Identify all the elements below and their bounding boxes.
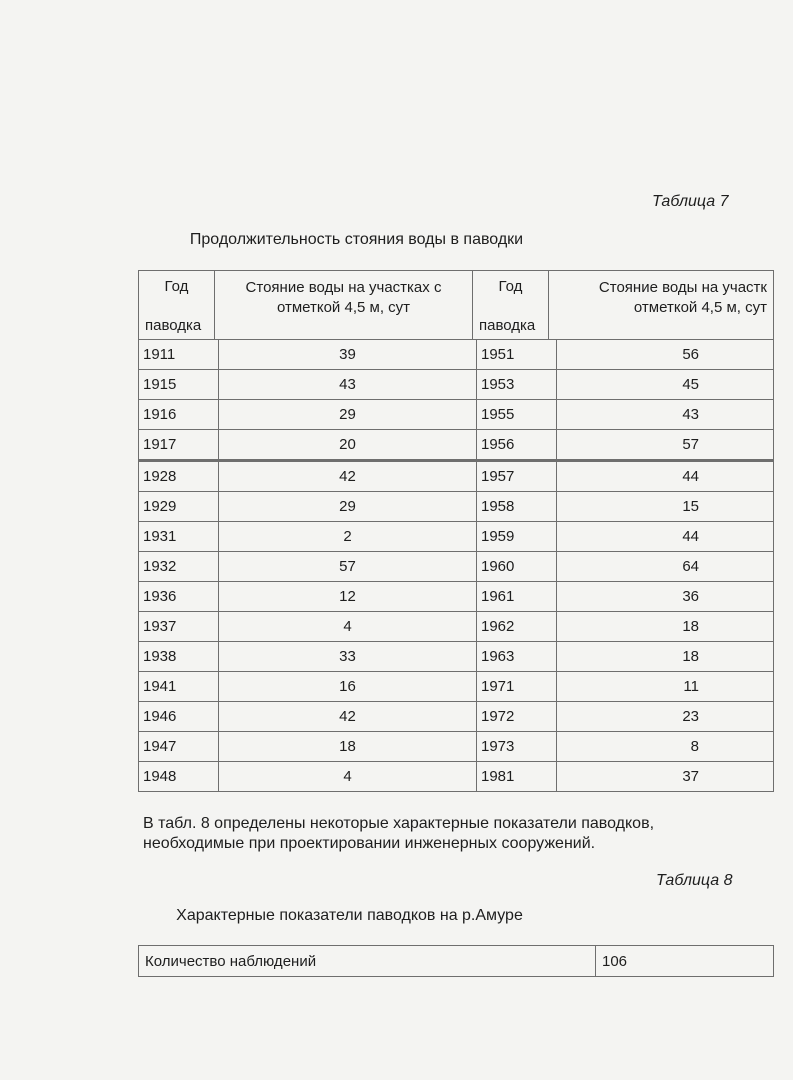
table8 <box>138 945 774 977</box>
cell-val2: 18 <box>557 642 774 672</box>
header-value-line2: отметкой 4,5 м, сут <box>276 299 411 316</box>
table8-title: Характерные показатели паводков на р.Амуре <box>176 907 523 924</box>
cell-val2: 57 <box>557 430 774 461</box>
table-row <box>139 492 774 522</box>
cell-year2: 1963 <box>477 642 557 672</box>
header-value-cell <box>215 271 473 340</box>
header-value-line1-cut: Стояние воды на участк <box>598 279 767 296</box>
cell-val1: 39 <box>219 340 477 370</box>
cell-val1: 42 <box>219 702 477 732</box>
cell-year2: 1960 <box>477 552 557 582</box>
cell-year2: 1959 <box>477 522 557 552</box>
cell-val2: 44 <box>557 461 774 492</box>
cell-val2: 45 <box>557 370 774 400</box>
cell-val1: 18 <box>219 732 477 762</box>
cell-val2: 8 <box>557 732 774 762</box>
cell-year2: 1955 <box>477 400 557 430</box>
header-year-top: Год <box>164 278 189 295</box>
cell-year2: 1971 <box>477 672 557 702</box>
cell-val1: 33 <box>219 642 477 672</box>
cell-val2: 15 <box>557 492 774 522</box>
cell-year2: 1953 <box>477 370 557 400</box>
cell-year1: 1946 <box>139 702 219 732</box>
cell-year1: 1938 <box>139 642 219 672</box>
cell-val1: 2 <box>219 522 477 552</box>
cell-year2: 1981 <box>477 762 557 792</box>
header-year-cell-2 <box>473 271 549 340</box>
cell-year1: 1932 <box>139 552 219 582</box>
cell-val1: 4 <box>219 612 477 642</box>
cell-val2: 56 <box>557 340 774 370</box>
cell-year2: 1962 <box>477 612 557 642</box>
cell-val2: 44 <box>557 522 774 552</box>
table-row <box>139 702 774 732</box>
cell-year1: 1911 <box>139 340 219 370</box>
cell-val1: 4 <box>219 762 477 792</box>
cell-year1: 1931 <box>139 522 219 552</box>
cell-val1: 42 <box>219 461 477 492</box>
paragraph-line2: необходимые при проектировании инженерных сооружений. <box>143 835 596 852</box>
cell-year1: 1937 <box>139 612 219 642</box>
cell-val1: 57 <box>219 552 477 582</box>
table-row <box>139 762 774 792</box>
header-year-bottom: паводка <box>145 317 202 334</box>
table-row <box>139 642 774 672</box>
cell-year2: 1973 <box>477 732 557 762</box>
table7-header <box>138 270 774 340</box>
table-row <box>139 732 774 762</box>
header-year-cell <box>139 271 215 340</box>
cell-val1: 29 <box>219 492 477 522</box>
cell-val1: 12 <box>219 582 477 612</box>
cell-val1: 20 <box>219 430 477 461</box>
cell-year1: 1928 <box>139 461 219 492</box>
cell-val1: 43 <box>219 370 477 400</box>
table7-body <box>138 339 774 792</box>
table-row <box>139 612 774 642</box>
table-row <box>139 552 774 582</box>
cell-year1: 1947 <box>139 732 219 762</box>
cell-val2: 23 <box>557 702 774 732</box>
header-value-cell-2 <box>549 271 774 340</box>
table-row <box>139 400 774 430</box>
cell-val2: 18 <box>557 612 774 642</box>
cell-year1: 1915 <box>139 370 219 400</box>
cell-year2: 1961 <box>477 582 557 612</box>
cell-val2: 64 <box>557 552 774 582</box>
paragraph-line1: В табл. 8 определены некоторые характерные показатели паводков, <box>143 815 655 832</box>
cell-val1: 16 <box>219 672 477 702</box>
cell-value: 106 <box>596 946 774 977</box>
table-row <box>139 582 774 612</box>
cell-year1: 1929 <box>139 492 219 522</box>
cell-val2: 11 <box>557 672 774 702</box>
table-row <box>139 672 774 702</box>
header-value-line2-cut: отметкой 4,5 м, сут <box>633 299 767 316</box>
table-row <box>139 370 774 400</box>
table-row <box>139 430 774 461</box>
cell-year2: 1958 <box>477 492 557 522</box>
cell-year2: 1957 <box>477 461 557 492</box>
cell-year1: 1917 <box>139 430 219 461</box>
cell-val2: 43 <box>557 400 774 430</box>
cell-year1: 1948 <box>139 762 219 792</box>
cell-year2: 1951 <box>477 340 557 370</box>
cell-val2: 36 <box>557 582 774 612</box>
table-row <box>139 946 774 977</box>
cell-year1: 1936 <box>139 582 219 612</box>
cell-val2: 37 <box>557 762 774 792</box>
table8-label: Таблица 8 <box>656 872 733 889</box>
cell-year2: 1972 <box>477 702 557 732</box>
table-row <box>139 340 774 370</box>
table7-label: Таблица 7 <box>652 193 729 210</box>
cell-key: Количество наблюдений <box>139 946 596 977</box>
cell-val1: 29 <box>219 400 477 430</box>
header-year-top-2: Год <box>498 278 523 295</box>
cell-year2: 1956 <box>477 430 557 461</box>
cell-year1: 1916 <box>139 400 219 430</box>
header-year-bottom-2: паводка <box>479 317 536 334</box>
table-row <box>139 461 774 492</box>
table7-title: Продолжительность стояния воды в паводки <box>189 231 524 248</box>
paragraph <box>143 814 743 854</box>
table-row <box>139 522 774 552</box>
cell-year1: 1941 <box>139 672 219 702</box>
header-value-line1: Стояние воды на участках с <box>245 279 442 296</box>
